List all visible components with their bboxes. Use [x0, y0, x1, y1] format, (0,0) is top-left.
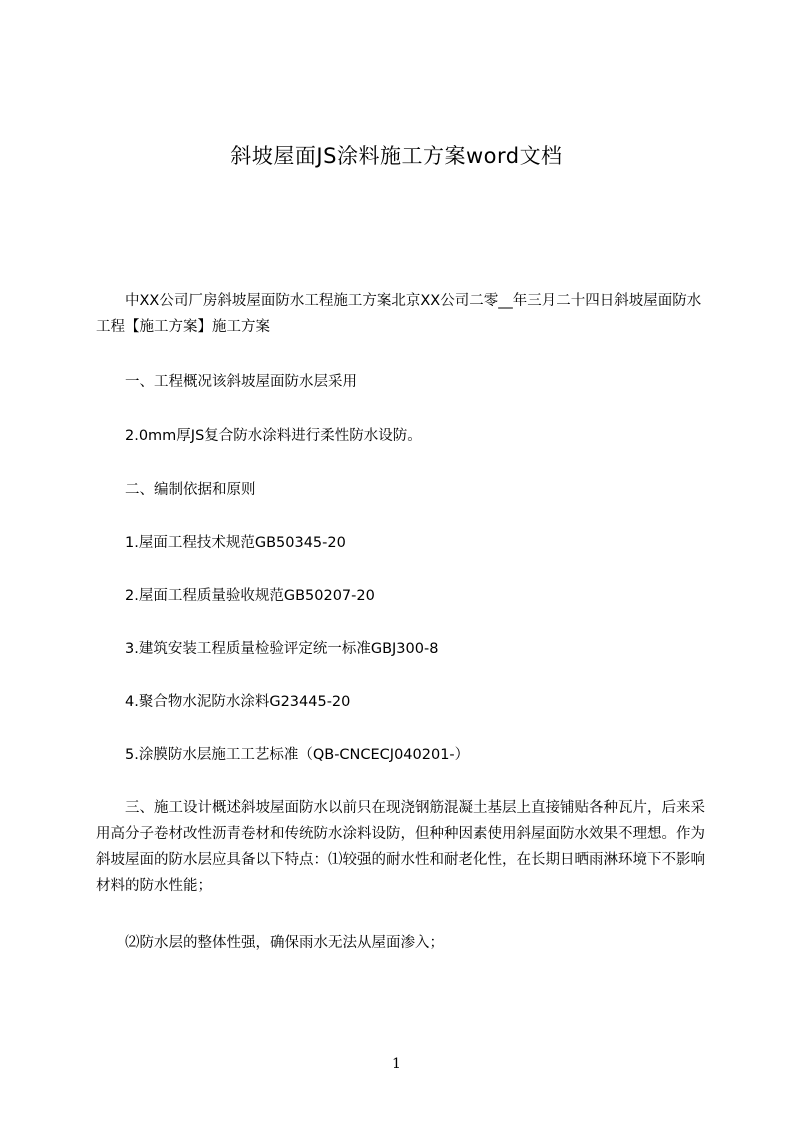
paragraph-standard-2: 2.屋面工程质量验收规范GB50207-20: [96, 588, 375, 604]
paragraph-feature-2: ⑵防水层的整体性强，确保雨水无法从屋面渗入；: [96, 935, 444, 951]
paragraph-intro: 中XX公司厂房斜坡屋面防水工程施工方案北京XX公司二零__年三月二十四日斜坡屋面防水工程【施工方案】施工方案: [96, 293, 702, 335]
paragraph-section-3: 三、施工设计概述斜坡屋面防水以前只在现浇钢筋混凝土基层上直接铺贴各种瓦片，后来采用高分子卷材改性沥青卷材和传统防水涂料设防，但种种因素使用斜屋面防水效果不理想。作为斜坡屋面的防水层应具备以下特点：⑴较强的耐水性和耐老化性，在长期日晒雨淋环境下不影响材料的防水性能；: [96, 800, 705, 894]
paragraph-standard-5: 5.涂膜防水层施工工艺标准（QB-CNCECJ040201-）: [96, 747, 470, 763]
paragraph-section-2-heading: 二、编制依据和原则: [96, 482, 256, 498]
paragraph-section-1-heading: 一、工程概况该斜坡屋面防水层采用: [96, 374, 357, 390]
paragraph-standard-4: 4.聚合物水泥防水涂料G23445-20: [96, 694, 351, 710]
paragraph-section-1-detail: 2.0mm厚JS复合防水涂料进行柔性防水设防。: [96, 428, 422, 444]
page-number: 1: [392, 1056, 401, 1072]
document-title: 斜坡屋面JS涂料施工方案word文档: [230, 144, 563, 168]
paragraph-standard-1: 1.屋面工程技术规范GB50345-20: [96, 535, 346, 551]
paragraph-standard-3: 3.建筑安装工程质量检验评定统一标准GBJ300-8: [96, 641, 439, 657]
